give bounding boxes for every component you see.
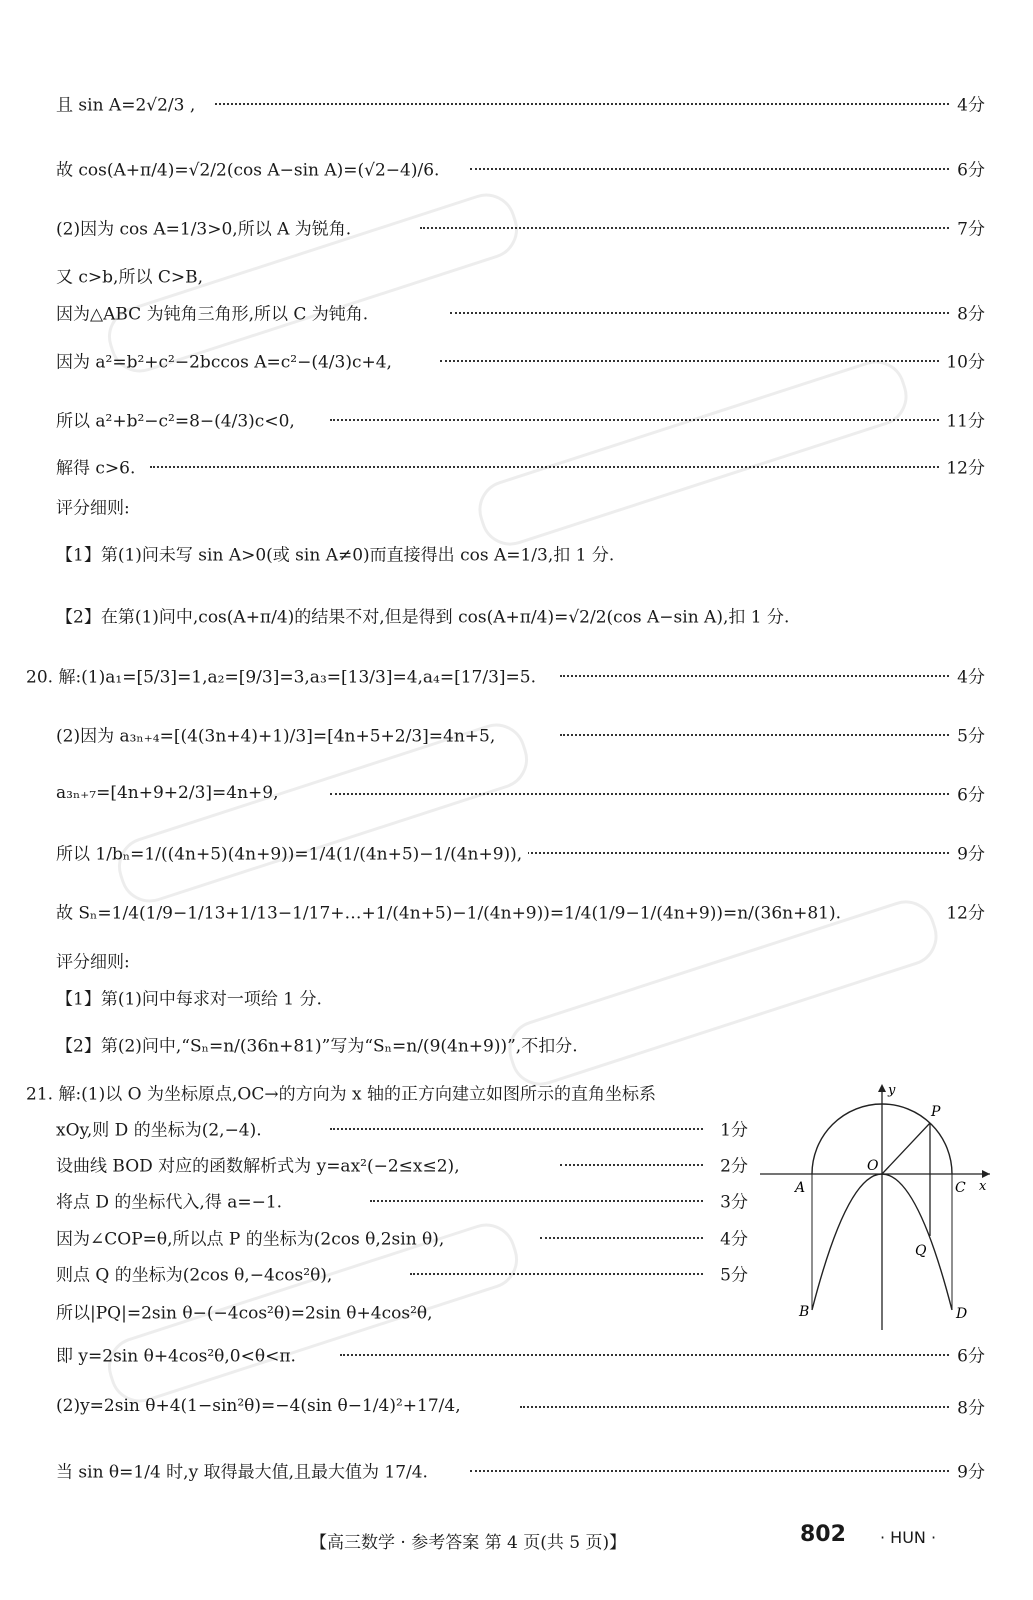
line-text: 【1】第(1)问未写 sin A>0(或 sin A≠0)而直接得出 cos A=1/3,扣 1 分. [56,541,620,566]
line-text: 故 cos(A+π/4)=√2/2(cos A−sin A)=(√2−4)/6. [56,156,445,181]
line-1 [0,83,1033,123]
line-text: 当 sin θ=1/4 时,y 取得最大值,且最大值为 17/4. [56,1458,434,1483]
footer-text: 【高三数学 · 参考答案 第 4 页(共 5 页)】 [310,1533,627,1553]
line-20-3 [0,773,1033,813]
score: 6分 [951,1342,985,1367]
line-text: 设曲线 BOD 对应的函数解析式为 y=ax²(−2≤x≤2), [56,1152,466,1177]
leader-dots [470,1470,953,1472]
line-text: 【2】第(2)问中,“Sₙ=n/(36n+81)”写为“Sₙ=n/(9(4n+9))”,不扣分. [56,1032,584,1057]
label-x: x [979,1179,987,1194]
score: 5分 [714,1261,748,1286]
score: 10分 [940,348,985,373]
leader-dots [340,1354,953,1356]
line-text: 因为 a²=b²+c²−2bccos A=c²−(4/3)c+4, [56,348,398,373]
leader-dots [420,227,953,229]
label-c: C [955,1180,966,1196]
score: 1分 [714,1116,748,1141]
leader-dots [560,734,953,736]
line-7 [0,399,1033,439]
line-21-9 [0,1386,1033,1426]
line-text: 因为△ABC 为钝角三角形,所以 C 为钝角. [56,300,374,325]
leader-dots [560,675,953,677]
score: 12分 [940,899,985,924]
score: 6分 [951,156,985,181]
rubric-item [0,977,1033,1017]
line-8 [0,446,1033,486]
leader-dots [450,312,953,314]
leader-dots [560,1164,703,1166]
score: 6分 [951,781,985,806]
label-q: Q [915,1243,927,1259]
x-axis-arrow [982,1170,990,1178]
line-text: 评分细则: [56,494,136,519]
line-text: 且 sin A=2√2/3 , [56,91,201,116]
line-20-5 [0,891,1033,931]
line-text: 【2】在第(1)问中,cos(A+π/4)的结果不对,但是得到 cos(A+π/4)=√2/2(cos A−sin A),扣 1 分. [56,603,795,628]
line-text: 【1】第(1)问中每求对一项给 1 分. [56,985,328,1010]
score: 12分 [940,454,985,479]
line-21-8 [0,1334,1033,1374]
leader-dots [330,419,943,421]
coordinate-figure [755,1080,995,1330]
score: 9分 [951,840,985,865]
rubric-item [0,1024,1033,1064]
line-text: xOy,则 D 的坐标为(2,−4). [56,1116,268,1141]
line-4 [0,255,1033,295]
leader-dots [370,1200,703,1202]
score: 11分 [940,407,985,432]
line-text: 将点 D 的坐标代入,得 a=−1. [56,1188,288,1213]
score: 8分 [951,1394,985,1419]
rubric-heading [0,940,1033,980]
line-text: (2)y=2sin θ+4(1−sin²θ)=−4(sin θ−1/4)²+17/4, [56,1396,467,1416]
label-p: P [931,1104,941,1120]
segment-op [882,1123,930,1174]
line-text: 所以 1/bₙ=1/((4n+5)(4n+9))=1/4(1/(4n+5)−1/(4n+9)), [56,840,528,865]
leader-dots [520,1406,953,1408]
line-text: 又 c>b,所以 C>B, [56,263,209,288]
leader-dots [540,1237,703,1239]
line-text: 所以|PQ|=2sin θ−(−4cos²θ)=2sin θ+4cos²θ, [56,1299,439,1324]
score: 4分 [951,663,985,688]
line-text: 20. 解:(1)a₁=[5/3]=1,a₂=[9/3]=3,a₃=[13/3]=4,a₄=[17/3]=5. [26,663,542,688]
label-d: D [956,1306,968,1322]
footer-code: 802 [800,1522,846,1547]
line-21-10 [0,1450,1033,1490]
line-20-1 [0,655,1033,695]
score: 3分 [714,1188,748,1213]
score: 9分 [951,1458,985,1483]
line-text: a₃ₙ₊₇=[4n+9+2/3]=4n+9, [56,783,285,803]
line-text: 21. 解:(1)以 O 为坐标原点,OC→的方向为 x 轴的正方向建立如图所示的直角坐标系 [26,1080,662,1105]
label-a: A [795,1180,806,1196]
rubric-item [0,595,1033,635]
line-text: 评分细则: [56,948,136,973]
line-text: 解得 c>6. [56,454,141,479]
leader-dots [470,168,953,170]
leader-dots [150,466,943,468]
page-footer [0,1518,1033,1558]
score: 8分 [951,300,985,325]
label-o: O [867,1158,879,1174]
y-axis-arrow [878,1084,886,1092]
score: 5分 [951,722,985,747]
line-text: 故 Sₙ=1/4(1/9−1/13+1/13−1/17+…+1/(4n+5)−1/(4n+9))=1/4(1/9−1/(4n+9))=n/(36n+81). [56,899,847,924]
line-3 [0,207,1033,247]
leader-dots [330,793,953,795]
footer-region: · HUN · [880,1528,937,1547]
score: 2分 [714,1152,748,1177]
line-text: 因为∠COP=θ,所以点 P 的坐标为(2cos θ,2sin θ), [56,1225,450,1250]
score: 4分 [951,91,985,116]
leader-dots [440,360,943,362]
leader-dots [410,1273,703,1275]
leader-dots [500,852,953,854]
leader-dots [215,103,953,105]
line-20-4 [0,832,1033,872]
line-text: 则点 Q 的坐标为(2cos θ,−4cos²θ), [56,1261,338,1286]
leader-dots [330,1128,703,1130]
label-b: B [799,1304,810,1320]
score: 4分 [714,1225,748,1250]
line-text: 所以 a²+b²−c²=8−(4/3)c<0, [56,407,301,432]
line-5 [0,292,1033,332]
score: 7分 [951,215,985,240]
line-text: 即 y=2sin θ+4cos²θ,0<θ<π. [56,1342,302,1367]
line-text: (2)因为 cos A=1/3>0,所以 A 为锐角. [56,215,357,240]
label-y: y [888,1083,896,1098]
rubric-heading [0,486,1033,526]
line-20-2 [0,714,1033,754]
line-6 [0,340,1033,380]
line-2 [0,148,1033,188]
rubric-item [0,533,1033,573]
line-text: (2)因为 a₃ₙ₊₄=[(4(3n+4)+1)/3]=[4n+5+2/3]=4n+5, [56,722,501,747]
